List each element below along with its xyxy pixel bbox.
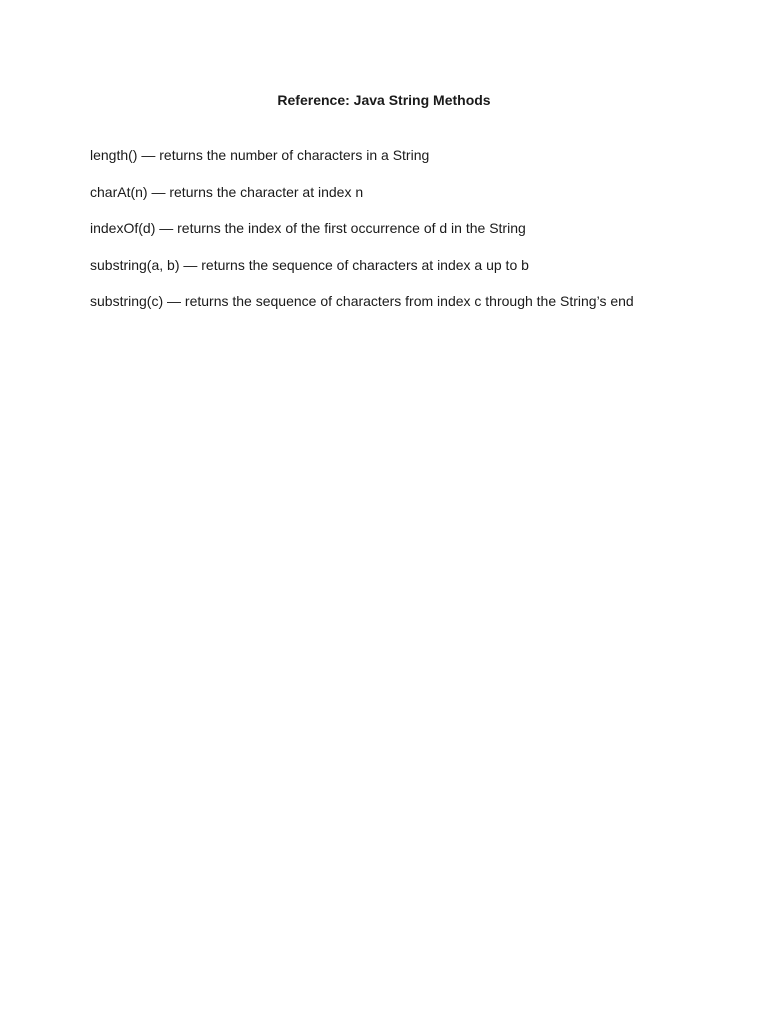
method-entry-length (90, 146, 730, 183)
method-description: returns the number of characters in a String (159, 147, 430, 163)
method-entry-substring-tail (90, 292, 730, 329)
method-description: returns the index of the first occurrence of d in the String (177, 220, 526, 236)
method-list (90, 146, 730, 329)
method-separator: — (163, 293, 185, 309)
method-description: returns the sequence of characters at index a up to b (201, 256, 529, 273)
method-separator: — (137, 147, 160, 163)
method-signature: indexOf(d) (90, 220, 156, 236)
document-title: Reference: Java String Methods (277, 92, 491, 108)
method-description: returns the sequence of characters from index c through the String’s end (184, 293, 634, 309)
method-entry-substring-range (90, 256, 730, 293)
method-signature: substring(a, b) (90, 256, 180, 273)
method-signature: length() (90, 147, 138, 163)
method-description: returns the character at index n (169, 183, 364, 200)
method-separator: — (179, 256, 202, 273)
method-separator: — (155, 220, 178, 236)
method-signature: substring(c) (90, 293, 164, 309)
method-entry-charat (90, 183, 730, 220)
method-entry-indexof (90, 219, 730, 256)
method-separator: — (147, 183, 170, 200)
method-signature: charAt(n) (90, 183, 148, 200)
